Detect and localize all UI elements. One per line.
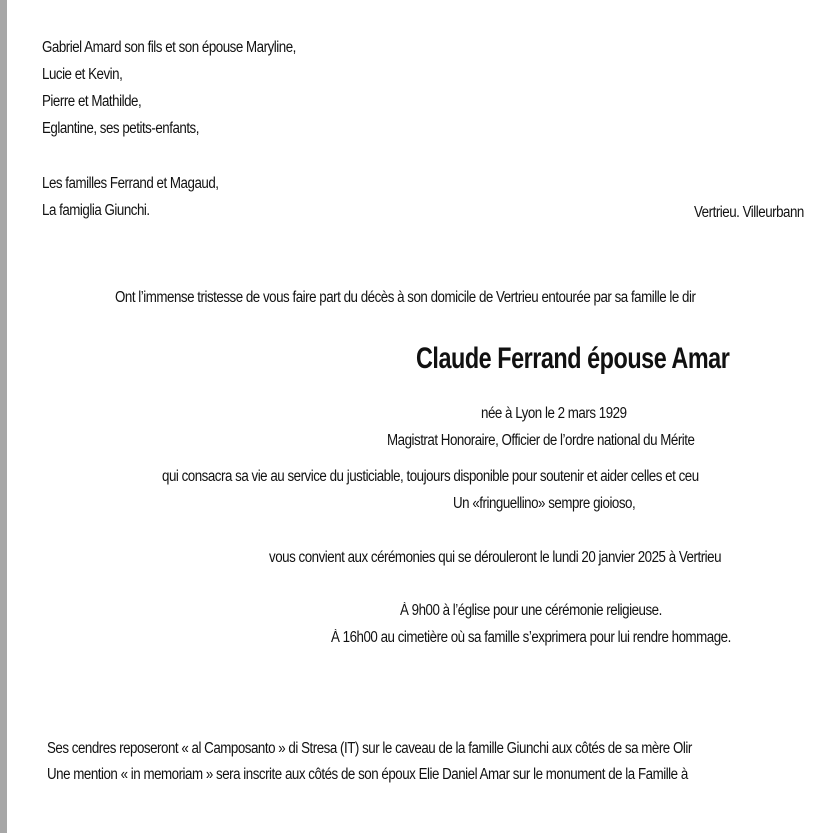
announcement-text: Ont l’immense tristesse de vous faire part du décès à son domicile de Vertrieu entourée par sa famille le dir [115, 289, 696, 306]
family-line-3: Pierre et Mathilde, [42, 93, 142, 110]
ceremony-cemetery: À 16h00 au cimetière où sa famille s’exprimera pour lui rendre hommage. [331, 629, 731, 646]
life-description: qui consacra sa vie au service du justiciable, toujours disponible pour soutenir et aider celles et ceu [162, 468, 699, 485]
motto-text: Un «fringuellino» sempre gioioso, [453, 495, 636, 512]
honorary-titles: Magistrat Honoraire, Officier de l’ordre national du Mérite [387, 432, 695, 449]
family-line-1: Gabriel Amard son fils et son épouse Maryline, [42, 39, 296, 56]
birth-info: née à Lyon le 2 mars 1929 [481, 405, 627, 422]
closing-line-1: Ses cendres reposeront « al Camposanto » di Stresa (IT) sur le caveau de la famille Giunchi aux côtés de sa mère Olir [47, 740, 692, 757]
family-line-2: Lucie et Kevin, [42, 66, 123, 83]
location-text: Vertrieu. Villeurbann [694, 204, 804, 221]
family-line-6: La famiglia Giunchi. [42, 202, 150, 219]
closing-line-2: Une mention « in memoriam » sera inscrite aux côtés de son époux Elie Daniel Amar sur le monument de la Famille à [47, 766, 688, 783]
deceased-name: Claude Ferrand épouse Amar [416, 342, 730, 375]
left-border [0, 0, 7, 833]
family-line-4: Eglantine, ses petits-enfants, [42, 120, 199, 137]
family-line-5: Les familles Ferrand et Magaud, [42, 175, 219, 192]
ceremony-church: À 9h00 à l’église pour une cérémonie religieuse. [400, 602, 662, 619]
obituary-page [7, 0, 833, 833]
ceremony-invitation: vous convient aux cérémonies qui se dérouleront le lundi 20 janvier 2025 à Vertrieu [269, 549, 722, 566]
